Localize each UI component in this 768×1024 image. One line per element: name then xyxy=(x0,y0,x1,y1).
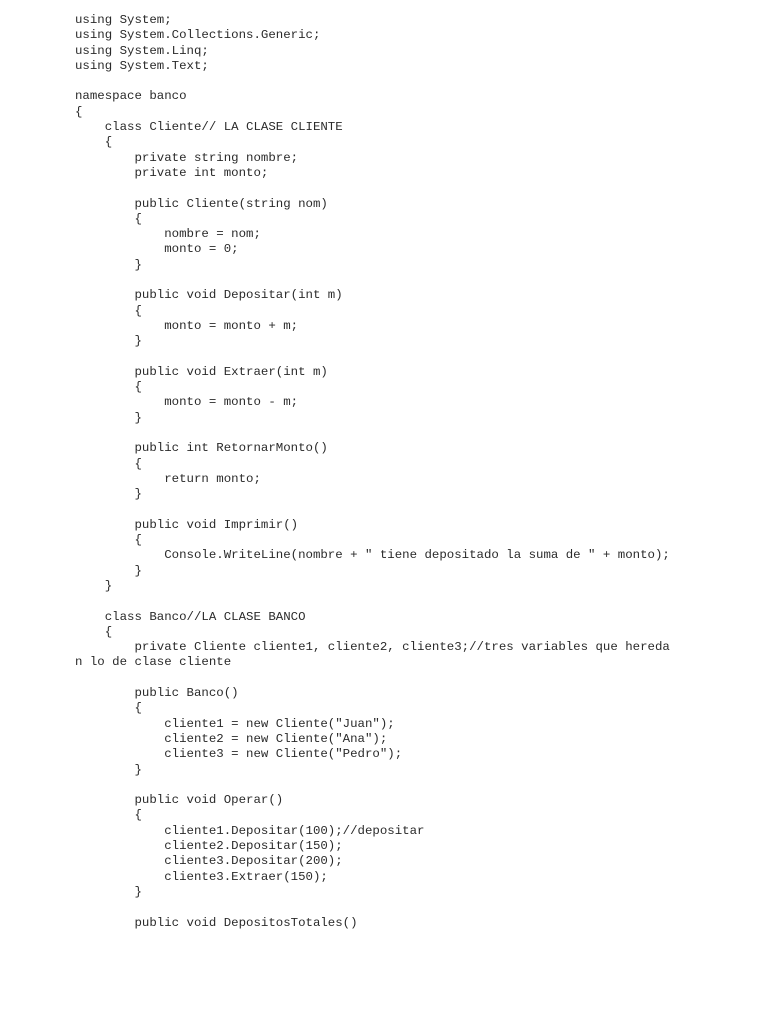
code-line-19: public void Depositar(int m) xyxy=(75,288,343,303)
code-line-54: cliente1.Depositar(100);//depositar xyxy=(75,823,425,838)
code-line-35: { xyxy=(75,533,142,548)
code-line-42: private Cliente cliente1, cliente2, cliente3;//tres variables que hereda xyxy=(75,640,670,655)
code-line-9: { xyxy=(75,135,113,150)
code-line-23 xyxy=(75,350,735,365)
code-line-10: private string nombre; xyxy=(75,150,299,165)
code-line-51 xyxy=(75,778,735,793)
code-line-59 xyxy=(75,900,735,915)
code-line-46: { xyxy=(75,701,142,716)
code-line-34: public void Imprimir() xyxy=(75,517,299,532)
code-line-43: n lo de clase cliente xyxy=(75,655,232,670)
code-line-44 xyxy=(75,671,735,686)
code-line-45: public Banco() xyxy=(75,686,239,701)
code-line-5 xyxy=(75,74,735,89)
code-listing xyxy=(75,13,735,931)
code-line-25: { xyxy=(75,380,142,395)
code-line-6: namespace banco xyxy=(75,89,187,104)
code-line-29: public int RetornarMonto() xyxy=(75,441,328,456)
code-line-41: { xyxy=(75,624,113,639)
code-line-11: private int monto; xyxy=(75,165,269,180)
code-line-2: using System.Collections.Generic; xyxy=(75,28,321,43)
code-line-57: cliente3.Extraer(150); xyxy=(75,869,328,884)
code-line-58: } xyxy=(75,884,142,899)
code-line-38: } xyxy=(75,578,113,593)
code-line-33 xyxy=(75,503,735,518)
code-line-39 xyxy=(75,594,735,609)
code-line-21: monto = monto + m; xyxy=(75,318,299,333)
code-line-31: return monto; xyxy=(75,471,261,486)
code-line-30: { xyxy=(75,456,142,471)
code-line-26: monto = monto - m; xyxy=(75,395,299,410)
code-line-12 xyxy=(75,181,735,196)
code-line-60: public void DepositosTotales() xyxy=(75,915,358,930)
code-line-7: { xyxy=(75,104,83,119)
code-line-40: class Banco//LA CLASE BANCO xyxy=(75,609,306,624)
code-line-1: using System; xyxy=(75,13,172,27)
code-line-50: } xyxy=(75,762,142,777)
code-line-16: monto = 0; xyxy=(75,242,239,257)
code-line-53: { xyxy=(75,808,142,823)
code-line-13: public Cliente(string nom) xyxy=(75,196,328,211)
code-line-17: } xyxy=(75,257,142,272)
code-line-32: } xyxy=(75,487,142,502)
code-line-56: cliente3.Depositar(200); xyxy=(75,854,343,869)
code-line-28 xyxy=(75,426,735,441)
code-line-47: cliente1 = new Cliente("Juan"); xyxy=(75,716,395,731)
code-line-15: nombre = nom; xyxy=(75,227,261,242)
code-line-24: public void Extraer(int m) xyxy=(75,364,328,379)
code-line-14: { xyxy=(75,211,142,226)
code-line-20: { xyxy=(75,303,142,318)
code-line-55: cliente2.Depositar(150); xyxy=(75,839,343,854)
code-line-48: cliente2 = new Cliente("Ana"); xyxy=(75,731,388,746)
code-line-3: using System.Linq; xyxy=(75,43,209,58)
code-line-36: Console.WriteLine(nombre + " tiene depositado la suma de " + monto); xyxy=(75,548,670,563)
code-line-27: } xyxy=(75,410,142,425)
code-line-8: class Cliente// LA CLASE CLIENTE xyxy=(75,120,343,135)
code-line-4: using System.Text; xyxy=(75,58,209,73)
code-line-18 xyxy=(75,273,735,288)
code-line-37: } xyxy=(75,563,142,578)
code-line-52: public void Operar() xyxy=(75,793,284,808)
code-line-49: cliente3 = new Cliente("Pedro"); xyxy=(75,747,403,762)
code-line-22: } xyxy=(75,334,142,349)
